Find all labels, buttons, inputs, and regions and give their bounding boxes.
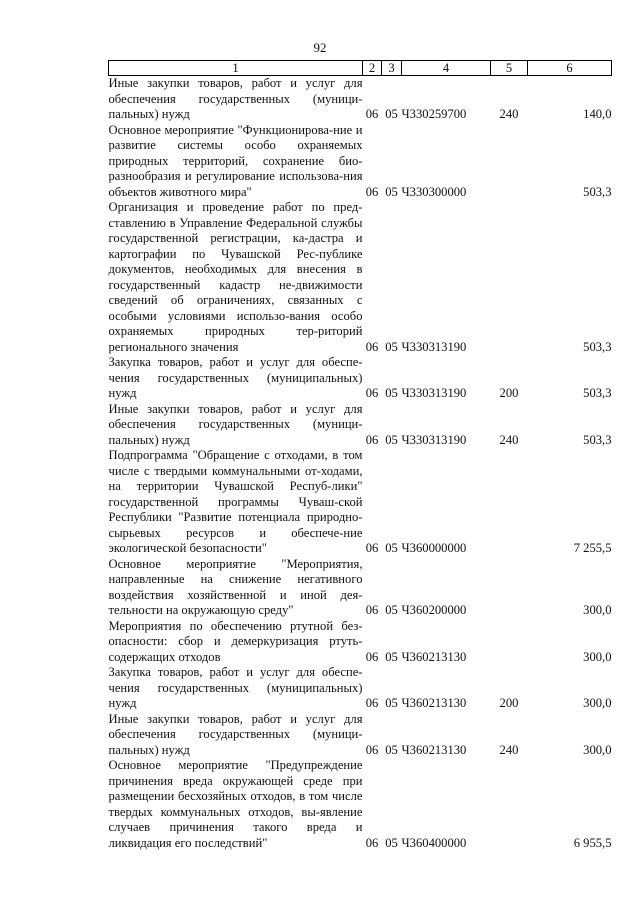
table-row (109, 76, 612, 123)
row-expense-type: 240 (499, 432, 519, 447)
row-target-article: Ч360400000 (401, 835, 467, 850)
table-row (109, 355, 612, 402)
table-row (109, 557, 612, 619)
table-body (109, 76, 612, 852)
row-expense-type: 200 (499, 696, 519, 710)
row-target-article: Ч360000000 (401, 541, 467, 555)
row-section: 06 (365, 603, 379, 617)
row-expense-type (491, 123, 528, 201)
row-amount: 140,0 (583, 107, 612, 121)
row-target-article: Ч360213130 (401, 696, 467, 710)
row-target-article: Ч330313190 (401, 339, 467, 354)
table-row (109, 665, 612, 712)
row-name: Подпрограмма "Обращение с отходами, в том числе с твердыми коммунальными от-ходами, на территории Чувашской Респуб-лики" государственной программы Чуваш-ской Республики "Развитие потенциала природно-сырьевых ресурсов и обеспече-ние экологической безопасности" (108, 448, 363, 555)
budget-table (108, 60, 612, 851)
row-name: Закупка товаров, работ и услуг для обеспе-чения государственных (муниципальных) нужд (108, 665, 363, 710)
table-row (109, 123, 612, 201)
row-name: Основное мероприятие "Мероприятия, направленные на снижение негативного воздействия хозяйственной и иной дея-тельности на окружающую среду" (108, 556, 363, 617)
row-subsection: 05 (385, 742, 398, 757)
row-target-article: Ч360200000 (401, 603, 467, 617)
row-name: Организация и проведение работ по пред-ставлению в Управление Федеральной службы государственной регистрации, ка-дастра и картографии по Чувашской Рес-публике документов, необходимых для внесения в государственный кадастр не-движимости сведений об ограничениях, связанных с особыми условиями использо-вания особо охраняемых природных тер-риторий регионального значения (108, 200, 363, 354)
row-section: 06 (365, 184, 379, 199)
row-subsection: 05 (385, 184, 398, 199)
table-row (109, 758, 612, 851)
table-row (109, 712, 612, 759)
row-subsection: 05 (385, 107, 398, 121)
row-section: 06 (365, 432, 379, 447)
row-expense-type: 200 (499, 386, 519, 400)
row-subsection: 05 (385, 386, 398, 400)
row-name: Иные закупки товаров, работ и услуг для обеспечения государственных (муници-пальных) нужд (108, 711, 363, 757)
row-target-article: Ч330300000 (401, 184, 467, 199)
row-subsection: 05 (385, 432, 398, 447)
row-subsection: 05 (385, 696, 398, 710)
row-subsection: 05 (385, 541, 398, 555)
header-col-4: 4 (402, 61, 491, 76)
row-section: 06 (365, 696, 379, 710)
row-section: 06 (365, 835, 379, 850)
row-amount: 7 255,5 (573, 541, 612, 555)
row-expense-type (491, 557, 528, 619)
row-expense-type (491, 758, 528, 851)
row-section: 06 (365, 386, 379, 400)
row-amount: 503,3 (583, 184, 612, 199)
table-row (109, 448, 612, 557)
row-subsection: 05 (385, 603, 398, 617)
row-name: Мероприятия по обеспечению ртутной без-опасности: сбор и демеркуризация ртуть-содержащих отходов (108, 618, 363, 664)
row-amount: 503,3 (583, 432, 612, 447)
table-row (109, 402, 612, 449)
row-section: 06 (365, 742, 379, 757)
row-target-article: Ч330259700 (401, 107, 467, 121)
row-expense-type (491, 200, 528, 355)
row-section: 06 (365, 649, 379, 664)
row-subsection: 05 (385, 339, 398, 354)
row-name: Иные закупки товаров, работ и услуг для обеспечения государственных (муници-пальных) нужд (108, 76, 363, 121)
header-col-6: 6 (528, 61, 612, 76)
row-target-article: Ч330313190 (401, 386, 467, 400)
table-row (109, 619, 612, 666)
row-expense-type (491, 448, 528, 557)
row-target-article: Ч360213130 (401, 649, 467, 664)
table-row (109, 200, 612, 355)
row-target-article: Ч330313190 (401, 432, 467, 447)
row-amount: 300,0 (583, 603, 612, 617)
row-expense-type: 240 (499, 742, 519, 757)
row-name: Основное мероприятие "Предупреждение причинения вреда окружающей среде при размещении бесхозяйных отходов, в том числе твердых коммунальных отходов, вы-явление случаев причинения такого вреда и ликвидация его последствий" (108, 758, 363, 850)
row-name: Иные закупки товаров, работ и услуг для обеспечения государственных (муници-пальных) нужд (108, 401, 363, 447)
row-expense-type: 240 (499, 107, 519, 121)
row-target-article: Ч360213130 (401, 742, 467, 757)
row-section: 06 (365, 541, 379, 555)
row-amount: 300,0 (583, 649, 612, 664)
row-subsection: 05 (385, 835, 398, 850)
header-row (109, 61, 612, 76)
header-col-2: 2 (363, 61, 382, 76)
row-amount: 503,3 (583, 386, 612, 400)
row-amount: 503,3 (583, 339, 612, 354)
header-col-5: 5 (491, 61, 528, 76)
row-amount: 300,0 (583, 696, 612, 710)
row-expense-type (491, 619, 528, 666)
row-name: Закупка товаров, работ и услуг для обеспе-чения государственных (муниципальных) нужд (108, 355, 363, 400)
page-number: 92 (313, 40, 327, 55)
header-col-3: 3 (382, 61, 402, 76)
row-subsection: 05 (385, 649, 398, 664)
table-header (109, 61, 612, 76)
row-section: 06 (365, 107, 379, 121)
header-col-1: 1 (109, 61, 363, 76)
row-amount: 6 955,5 (573, 835, 612, 850)
row-name: Основное мероприятие "Функционирова-ние и развитие системы особо охраняемых природных территорий, сохранение био-разнообразия и регулирование использова-ния объектов животного мира" (108, 122, 363, 199)
row-section: 06 (365, 339, 379, 354)
row-amount: 300,0 (583, 742, 612, 757)
